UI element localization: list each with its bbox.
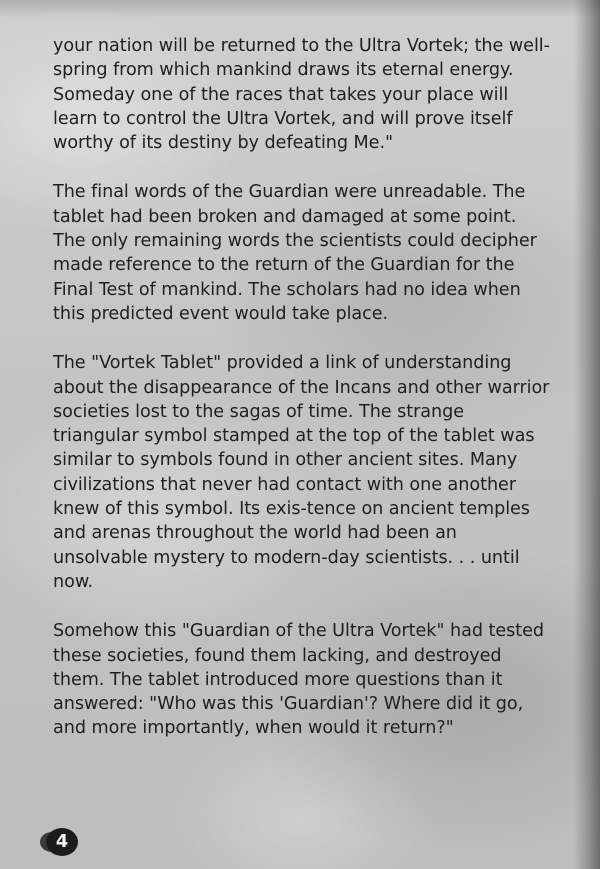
paragraph-4: Somehow this "Guardian of the Ultra Vortek" had tested these societies, found them lacking, and destroyed them. The tablet introduced more questions than it answered: "Who was this 'Guardian'? Where did it go, and more importantly, when would it return?" [53,621,544,739]
paragraph-1: your nation will be returned to the Ultra Vortek; the well-spring from which mankind draws its eternal energy. Someday one of the races that takes your place will learn to control the Ultra Vortek, and will prove itself worthy of its destiny by defeating Me." [53,36,550,154]
page-number: 4 [46,828,78,856]
body-text [53,34,553,766]
paragraph-2: The final words of the Guardian were unreadable. The tablet had been broken and damaged at some point. The only remaining words the scientists could decipher made reference to the return of the Guardian for the Final Test of mankind. The scholars had no idea when this predicted event would take place. [53,182,537,324]
page-binding-shadow [574,0,600,869]
page-top-shadow [0,0,600,18]
paragraph-3: The "Vortek Tablet" provided a link of understanding about the disappearance of the Incans and other warrior societies lost to the sagas of time. The strange triangular symbol stamped at the top of the tablet was similar to symbols found in other ancient sites. Many civilizations that never had contact with one another knew of this symbol. Its exis-tence on ancient temples and arenas throughout the world had been an unsolvable mystery to modern-day scientists. . . until now. [53,353,550,592]
